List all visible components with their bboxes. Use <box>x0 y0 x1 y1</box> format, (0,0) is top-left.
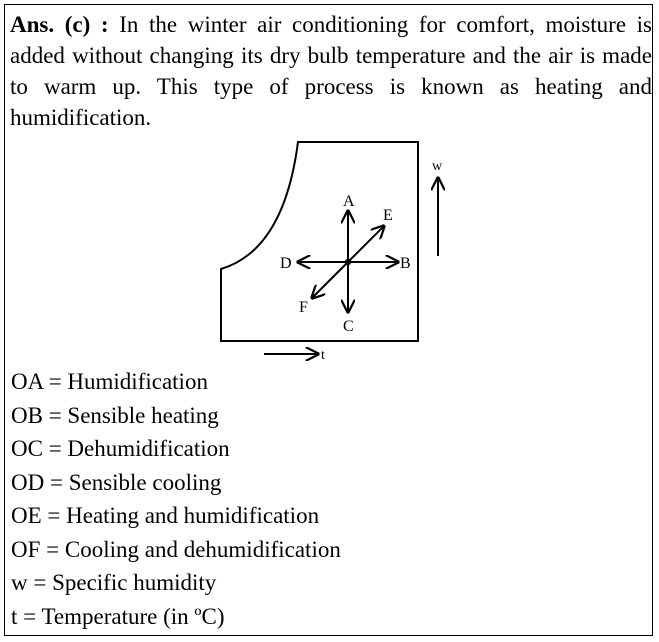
label-b: B <box>400 255 411 272</box>
legend-list <box>11 365 341 633</box>
label-w: w <box>432 159 443 174</box>
legend-item-oe: OE = Heating and humidification <box>11 503 320 528</box>
label-a: A <box>343 193 355 210</box>
legend-item-t: t = Temperature (in ºC) <box>11 603 225 629</box>
legend-item-od: OD = Sensible cooling <box>11 469 222 495</box>
answer-text: In the winter air conditioning for comfort, moisture is added without changing its dry bulb temperature and the air is made to warm up. This type of process is known as heating and humidification. <box>10 12 652 130</box>
answer-prefix: Ans. (c) : <box>10 12 109 37</box>
origin-point <box>345 259 351 265</box>
label-t: t <box>321 348 325 363</box>
legend-item-ob: OB = Sensible heating <box>11 402 219 428</box>
arrow-oe <box>348 226 384 262</box>
label-f: F <box>299 299 308 316</box>
arrow-of <box>312 262 348 298</box>
label-d: D <box>280 255 292 272</box>
legend-item-of: OF = Cooling and dehumidification <box>11 536 341 562</box>
chart-outline <box>221 142 418 341</box>
legend-item-w: w = Specific humidity <box>11 570 217 595</box>
legend-item-oc: OC = Dehumidification <box>11 436 230 461</box>
label-e: E <box>383 207 393 224</box>
legend-item-oa: OA = Humidification <box>11 369 208 394</box>
label-c: C <box>343 318 354 335</box>
